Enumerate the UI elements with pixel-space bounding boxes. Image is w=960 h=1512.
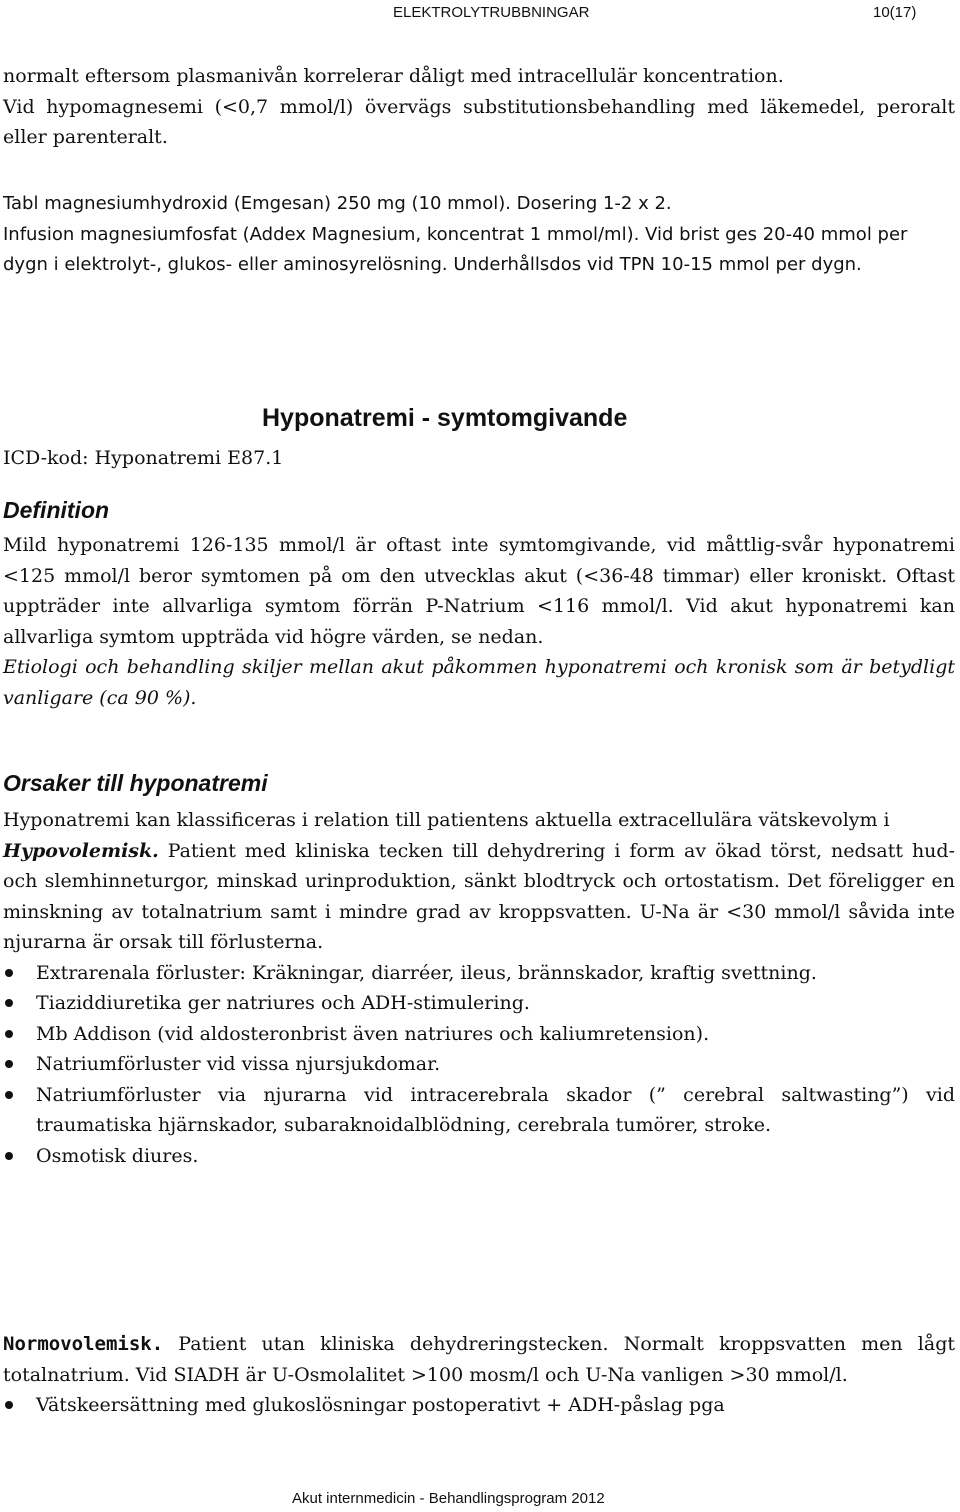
- list-item: Vätskeersättning med glukoslösningar postoperativt + ADH-påslag pga: [3, 1390, 955, 1421]
- list-item: Mb Addison (vid aldosteronbrist även natriures och kaliumretension).: [3, 1019, 955, 1050]
- normovolemic-block: [3, 1329, 955, 1421]
- icd-code: ICD-kod: Hyponatremi E87.1: [3, 447, 284, 469]
- paragraph: Tabl magnesiumhydroxid (Emgesan) 250 mg (10 mmol). Dosering 1-2 x 2.: [3, 193, 672, 214]
- definition-heading: Definition: [3, 497, 110, 523]
- bullet-icon: [5, 969, 13, 977]
- running-footer: Akut internmedicin - Behandlingsprogram 2012: [292, 1490, 605, 1507]
- normovolemic-paragraph: [3, 1329, 955, 1390]
- hypovolemic-text: Patient med kliniska tecken till dehydrering i form av ökad törst, nedsatt hud- och slemhinneturgor, minskad urinproduktion, sänkt blodtryck och ortostatism. Det föreligger en minskning av totalnatrium samt i mindre grad av kroppsvatten. U-Na är <30 mmol/l såvida inte njurarna är orsak till förlusterna.: [3, 839, 955, 953]
- bullet-icon: [5, 999, 13, 1007]
- list-item: Tiaziddiuretika ger natriures och ADH-stimulering.: [3, 988, 955, 1019]
- section-title: Hyponatremi - symtomgivande: [262, 404, 628, 432]
- paragraph: normalt eftersom plasmanivån korrelerar dåligt med intracellulär koncentration.: [3, 65, 784, 87]
- paragraph-italic: Etiologi och behandling skiljer mellan akut påkommen hyponatremi och kronisk som är betydligt vanligare (ca 90 %).: [3, 656, 955, 709]
- normovolemic-text: Patient utan kliniska dehydreringstecken. Normalt kroppsvatten men lågt totalnatrium. Vid SIADH är U-Osmolalitet >100 mosm/l och U-Na vanligen >30 mmol/l.: [3, 1333, 955, 1386]
- list-item: Extrarenala förluster: Kräkningar, diarréer, ileus, brännskador, kraftig svettning.: [3, 958, 955, 989]
- bullet-icon: [5, 1152, 13, 1160]
- paragraph: Mild hyponatremi 126-135 mmol/l är oftast inte symtomgivande, vid måttlig-svår hyponatremi <125 mmol/l beror symtomen på om den utvecklas akut (<36-48 timmar) eller kroniskt. Oftast uppträder inte allvarliga symtom förrän P-Natrium <116 mmol/l. Vid akut hyponatremi kan allvarliga symtom uppträda vid högre värden, se nedan.: [3, 534, 955, 648]
- paragraph: Vid hypomagnesemi (<0,7 mmol/l) övervägs substitutionsbehandling med läkemedel, peroralt eller parenteralt.: [3, 95, 955, 148]
- list-item: Natriumförluster vid vissa njursjukdomar.: [3, 1049, 955, 1080]
- hypovolemic-label: Hypovolemisk.: [3, 839, 159, 862]
- running-header-title: ELEKTROLYTRUBBNINGAR: [393, 4, 590, 21]
- paragraph: Infusion magnesiumfosfat (Addex Magnesium, koncentrat 1 mmol/ml). Vid brist ges 20-40 mmol per dygn i elektrolyt-, glukos- eller aminosyrelösning. Underhållsdos vid TPN 10-15 mmol per dygn.: [3, 223, 908, 275]
- icd-code-block: [3, 443, 955, 474]
- bullet-icon: [5, 1060, 13, 1068]
- bullet-icon: [5, 1401, 13, 1409]
- list-item: Natriumförluster via njurarna vid intracerebrala skador (” cerebral saltwasting”) vid traumatiska hjärnskador, subaraknoidalblödning, cerebrala tumörer, stroke.: [3, 1080, 955, 1141]
- page-number: 10(17): [873, 4, 917, 21]
- intro-block-1: [3, 61, 955, 153]
- definition-block: [3, 530, 955, 713]
- bullet-icon: [5, 1091, 13, 1099]
- normovolemic-label: Normovolemisk.: [3, 1333, 164, 1355]
- hypovolemic-paragraph: [3, 836, 955, 958]
- paragraph: Hyponatremi kan klassificeras i relation till patientens aktuella extracellulära vätskevolym i: [3, 809, 890, 831]
- normovolemic-list: [3, 1390, 955, 1421]
- causes-block: [3, 805, 955, 1171]
- causes-heading: Orsaker till hyponatremi: [3, 770, 268, 796]
- hypovolemic-causes-list: [3, 958, 955, 1172]
- bullet-icon: [5, 1030, 13, 1038]
- list-item: Osmotisk diures.: [3, 1141, 955, 1172]
- intro-block-2: [3, 189, 955, 281]
